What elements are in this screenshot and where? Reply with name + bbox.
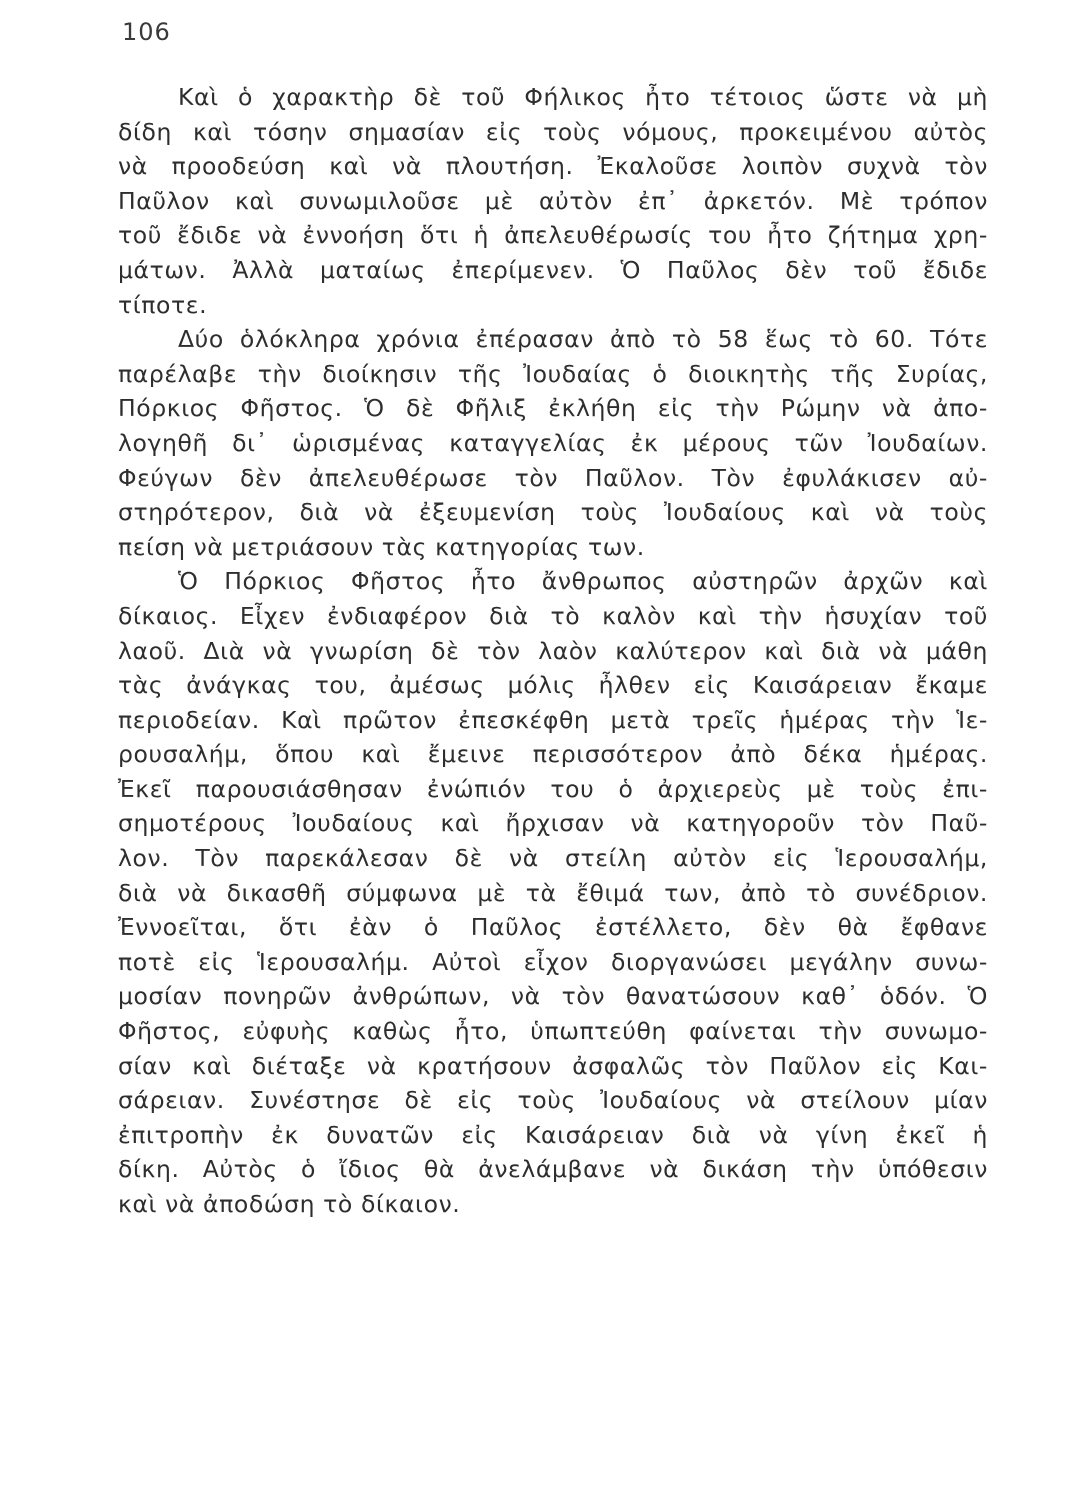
text-line: λογηθῆ δι᾽ ὡρισμένας καταγγελίας ἐκ μέρους τῶν Ἰουδαίων.: [118, 428, 988, 457]
text-line: στηρότερον, διὰ νὰ ἐξευμενίση τοὺς Ἰουδαίους καὶ νὰ τοὺς: [118, 498, 988, 527]
text-line: καὶ νὰ ἀποδώση τὸ δίκαιον.: [118, 1190, 461, 1218]
page-number: 106: [122, 18, 171, 46]
text-line: λον. Τὸν παρεκάλεσαν δὲ νὰ στείλη αὐτὸν εἰς Ἱερουσαλήμ,: [118, 844, 988, 873]
text-line: Δύο ὁλόκληρα χρόνια ἐπέρασαν ἀπὸ τὸ 58 ἕως τὸ 60. Τότε: [178, 325, 988, 354]
text-line: σίαν καὶ διέταξε νὰ κρατήσουν ἀσφαλῶς τὸν Παῦλον εἰς Και-: [118, 1051, 988, 1080]
text-line: μάτων. Ἀλλὰ ματαίως ἐπερίμενεν. Ὁ Παῦλος δὲν τοῦ ἔδιδε: [118, 255, 988, 284]
text-line: ἐπιτροπὴν ἐκ δυνατῶν εἰς Καισάρειαν διὰ νὰ γίνη ἐκεῖ ἡ: [118, 1120, 988, 1149]
text-line: μοσίαν πονηρῶν ἀνθρώπων, νὰ τὸν θανατώσουν καθ᾽ ὁδόν. Ὁ: [118, 982, 988, 1011]
text-line: σημοτέρους Ἰουδαίους καὶ ἤρχισαν νὰ κατηγοροῦν τὸν Παῦ-: [118, 809, 988, 838]
text-line: Φῆστος, εὐφυὴς καθὼς ἦτο, ὑπωπτεύθη φαίνεται τὴν συνωμο-: [118, 1017, 988, 1046]
text-line: Ἐννοεῖται, ὅτι ἐὰν ὁ Παῦλος ἐστέλλετο, δὲν θὰ ἔφθανε: [118, 913, 988, 942]
text-line: ποτὲ εἰς Ἱερουσαλήμ. Αὐτοὶ εἶχον διοργανώσει μεγάλην συνω-: [118, 947, 988, 976]
body-text: [118, 80, 988, 1222]
text-line: παρέλαβε τὴν διοίκησιν τῆς Ἰουδαίας ὁ διοικητὴς τῆς Συρίας,: [118, 359, 988, 388]
text-line: τίποτε.: [118, 290, 208, 319]
text-line: Καὶ ὁ χαρακτὴρ δὲ τοῦ Φήλικος ἦτο τέτοιος ὥστε νὰ μὴ: [178, 83, 988, 111]
text-line: νὰ προοδεύση καὶ νὰ πλουτήση. Ἐκαλοῦσε λοιπὸν συχνὰ τὸν: [118, 152, 988, 181]
text-line: Παῦλον καὶ συνωμιλοῦσε μὲ αὐτὸν ἐπ᾽ ἀρκετόν. Μὲ τρόπον: [118, 186, 988, 215]
text-line: διὰ νὰ δικασθῆ σύμφωνα μὲ τὰ ἔθιμά των, ἀπὸ τὸ συνέδριον.: [118, 878, 988, 907]
text-line: δίδη καὶ τόσην σημασίαν εἰς τοὺς νόμους, προκειμένου αὐτὸς: [118, 117, 988, 146]
text-line: Ἐκεῖ παρουσιάσθησαν ἐνώπιόν του ὁ ἀρχιερεὺς μὲ τοὺς ἐπι-: [118, 774, 988, 803]
text-line: δίκαιος. Εἶχεν ἐνδιαφέρον διὰ τὸ καλὸν καὶ τὴν ἡσυχίαν τοῦ: [118, 601, 988, 630]
text-line: λαοῦ. Διὰ νὰ γνωρίση δὲ τὸν λαὸν καλύτερον καὶ διὰ νὰ μάθη: [118, 636, 988, 665]
text-line: σάρειαν. Συνέστησε δὲ εἰς τοὺς Ἰουδαίους νὰ στείλουν μίαν: [118, 1086, 988, 1115]
text-line: Ὁ Πόρκιος Φῆστος ἦτο ἄνθρωπος αὐστηρῶν ἀρχῶν καὶ: [178, 567, 988, 596]
text-line: τὰς ἀνάγκας του, ἀμέσως μόλις ἦλθεν εἰς Καισάρειαν ἔκαμε: [118, 671, 988, 700]
text-line: Πόρκιος Φῆστος. Ὁ δὲ Φῆλιξ ἐκλήθη εἰς τὴν Ρώμην νὰ ἀπο-: [118, 394, 988, 423]
text-line: δίκη. Αὐτὸς ὁ ἴδιος θὰ ἀνελάμβανε νὰ δικάση τὴν ὑπόθεσιν: [118, 1155, 988, 1184]
text-line: Φεύγων δὲν ἀπελευθέρωσε τὸν Παῦλον. Τὸν ἐφυλάκισεν αὐ-: [118, 463, 988, 492]
text-line: ρουσαλήμ, ὅπου καὶ ἔμεινε περισσότερον ἀπὸ δέκα ἡμέρας.: [118, 740, 988, 769]
text-line: πείση νὰ μετριάσουν τὰς κατηγορίας των.: [118, 532, 645, 561]
text-line: περιοδείαν. Καὶ πρῶτον ἐπεσκέφθη μετὰ τρεῖς ἡμέρας τὴν Ἱε-: [118, 705, 988, 734]
text-line: τοῦ ἔδιδε νὰ ἐννοήση ὅτι ἡ ἀπελευθέρωσίς του ἦτο ζήτημα χρη-: [118, 221, 988, 250]
